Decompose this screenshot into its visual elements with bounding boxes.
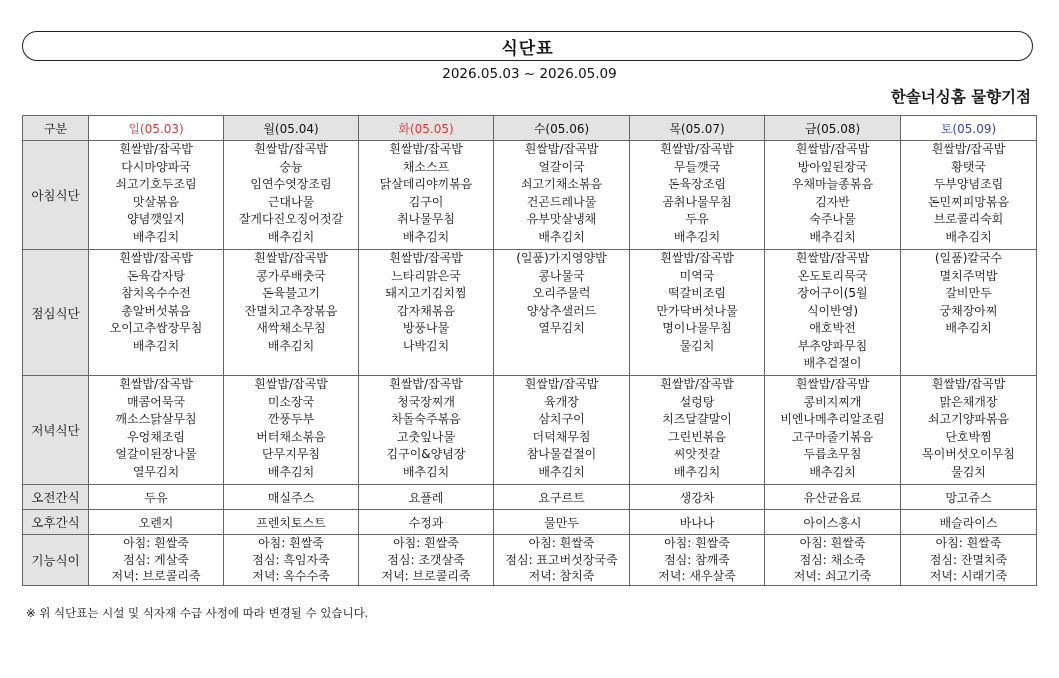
menu-item: 느타리맑은국 <box>391 268 461 283</box>
menu-cell <box>89 376 224 485</box>
day-header-thu: 목(05.07) <box>630 116 765 141</box>
menu-item: 양상추샐러드 <box>526 303 597 318</box>
menu-cell <box>494 141 630 250</box>
menu-item: 흰쌀밥/잡곡밥 <box>660 251 734 265</box>
menu-item: 감자채볶음 <box>397 303 455 318</box>
menu-item: 고춧잎나물 <box>397 429 455 444</box>
menu-item: 황탯국 <box>951 159 986 174</box>
menu-item: 갈비만두 <box>945 286 992 300</box>
row-label-breakfast: 아침식단 <box>23 141 89 250</box>
menu-item: 근대나물 <box>267 194 315 209</box>
menu-cell <box>901 141 1037 250</box>
menu-item: 콩나물국 <box>538 268 585 283</box>
menu-item: 쇠고기채소볶음 <box>520 177 603 191</box>
menu-item: 두릅초무침 <box>803 447 862 461</box>
menu-item: 삼치구이 <box>538 412 585 426</box>
date-range: 2026.05.03 ~ 2026.05.09 <box>442 66 617 82</box>
dinner-row <box>23 376 1037 485</box>
menu-item: 우채마늘종볶음 <box>791 177 874 191</box>
day-header-wed: 수(05.06) <box>494 116 630 141</box>
menu-item: 저녁: 브로콜리죽 <box>381 569 471 583</box>
menu-item: 취나물무침 <box>397 212 455 226</box>
menu-item: 맑은채개장 <box>939 394 998 409</box>
menu-item: 배추김치 <box>267 464 315 479</box>
menu-item: 깐풍두부 <box>267 412 315 426</box>
menu-cell <box>765 250 901 376</box>
functional-cell <box>224 535 359 586</box>
menu-item: 돈육감자탕 <box>127 268 185 283</box>
menu-item: 흰쌀밥/잡곡밥 <box>660 142 734 156</box>
menu-item: 채소스프 <box>402 159 450 174</box>
day-header-tue: 화(05.05) <box>359 116 494 141</box>
menu-item: 맛살볶음 <box>132 194 180 209</box>
menu-item: 버터채소볶음 <box>256 429 326 444</box>
menu-item: 물김치 <box>951 464 986 479</box>
menu-item: 두부양념조림 <box>933 177 1004 191</box>
menu-cell <box>630 250 765 376</box>
menu-item: 배추김치 <box>673 229 721 244</box>
menu-item: 열무김치 <box>132 464 180 479</box>
menu-item: 물김치 <box>679 338 715 353</box>
menu-item: 열무김치 <box>538 321 585 335</box>
menu-item: 아침: 흰쌀죽 <box>123 536 189 550</box>
menu-item: 흰쌀밥/잡곡밥 <box>795 377 870 391</box>
menu-item: 배추김치 <box>267 338 315 353</box>
footnote: ※ 위 식단표는 시설 및 식자재 수급 사정에 따라 변경될 수 있습니다. <box>26 606 369 620</box>
am-snack-row <box>23 485 1037 510</box>
menu-item: 배추김치 <box>402 229 450 244</box>
menu-cell <box>359 250 494 376</box>
breakfast-row <box>23 141 1037 250</box>
menu-item: 미소장국 <box>267 394 315 409</box>
snack-cell: 망고쥬스 <box>901 485 1037 510</box>
menu-item: 우엉채조림 <box>127 429 185 444</box>
menu-item: 배추김치 <box>402 464 450 479</box>
menu-item: 저녁: 시래기죽 <box>929 569 1008 583</box>
menu-item: 청국장찌개 <box>397 394 455 409</box>
functional-cell <box>765 535 901 586</box>
menu-item: 그린빈볶음 <box>668 429 726 444</box>
menu-item: 아침: 흰쌀죽 <box>664 536 730 550</box>
menu-item: 숙주나물 <box>809 212 856 226</box>
menu-item: 돈육장조림 <box>668 177 726 191</box>
menu-item: 점심: 흑임자죽 <box>252 552 330 567</box>
menu-item: 배추김치 <box>809 229 856 244</box>
menu-item: 배추김치 <box>945 321 992 335</box>
menu-cell <box>630 141 765 250</box>
menu-item: 흰쌀밥/잡곡밥 <box>795 251 870 265</box>
menu-item: 아침: 흰쌀죽 <box>935 536 1002 550</box>
menu-item: 온도토리묵국 <box>797 268 868 283</box>
functional-cell <box>494 535 630 586</box>
menu-item: 명이나물무침 <box>662 321 732 335</box>
menu-cell <box>765 141 901 250</box>
menu-item: 브로콜리숙회 <box>933 212 1004 226</box>
menu-item: 배추김치 <box>673 464 721 479</box>
menu-item: 배추겉절이 <box>803 356 862 370</box>
menu-item: 아침: 흰쌀죽 <box>258 536 324 550</box>
menu-cell <box>224 250 359 376</box>
menu-item: 육개장 <box>544 394 579 409</box>
menu-item: 설렁탕 <box>679 394 715 409</box>
menu-item: 식이반영) <box>806 303 859 318</box>
snack-cell: 물만두 <box>494 510 630 535</box>
menu-item: 흰쌀밥/잡곡밥 <box>931 377 1006 391</box>
menu-item: 저녁: 브로콜리죽 <box>111 569 201 583</box>
menu-cell <box>630 376 765 485</box>
menu-item: 배추김치 <box>132 338 180 353</box>
menu-item: 애호박전 <box>809 321 856 335</box>
title-banner <box>22 31 1033 61</box>
menu-item: 떡갈비조림 <box>668 286 726 300</box>
menu-item: 목이버섯오이무침 <box>922 447 1015 461</box>
menu-item: 김구이&양념장 <box>386 447 466 461</box>
menu-item: 흰쌀밥/잡곡밥 <box>254 377 328 391</box>
menu-item: 잔멸치고추장볶음 <box>244 303 338 318</box>
snack-cell: 오렌지 <box>89 510 224 535</box>
menu-item: 흰쌀밥/잡곡밥 <box>660 377 734 391</box>
menu-cell <box>901 376 1037 485</box>
menu-item: 김구이 <box>408 194 444 209</box>
menu-item: 고구마줄기볶음 <box>791 429 874 444</box>
menu-item: 씨앗젓갈 <box>673 447 721 461</box>
menu-item: 쇠고기양파볶음 <box>927 412 1010 426</box>
menu-item: 차돌숙주볶음 <box>391 412 461 426</box>
snack-cell: 프렌치토스트 <box>224 510 359 535</box>
menu-item: 방아잎된장국 <box>797 159 868 174</box>
snack-cell: 유산균음료 <box>765 485 901 510</box>
menu-cell <box>89 250 224 376</box>
facility-name: 한솔너싱홈 물향기점 <box>890 88 1031 106</box>
snack-cell: 두유 <box>89 485 224 510</box>
functional-cell <box>89 535 224 586</box>
menu-item: 깨소스닭살무침 <box>115 412 197 426</box>
menu-item: 더덕채무침 <box>532 429 591 444</box>
menu-item: 저녁: 참치죽 <box>528 569 595 583</box>
menu-item: 쇠고기호두조림 <box>115 177 197 191</box>
menu-item: 배추김치 <box>132 229 180 244</box>
menu-item: 콩비지찌개 <box>803 394 862 409</box>
menu-item: 다시마양파국 <box>121 159 191 174</box>
category-header: 구분 <box>23 116 89 141</box>
snack-cell: 바나나 <box>630 510 765 535</box>
snack-cell: 생강차 <box>630 485 765 510</box>
menu-item: 배추김치 <box>538 464 585 479</box>
pm-snack-row <box>23 510 1037 535</box>
menu-cell <box>89 141 224 250</box>
menu-item: 방풍나물 <box>402 321 450 335</box>
menu-item: 아침: 흰쌀죽 <box>393 536 459 550</box>
snack-cell: 수정과 <box>359 510 494 535</box>
menu-item: 참치옥수수전 <box>121 286 191 300</box>
menu-item: 양념깻잎지 <box>127 212 185 226</box>
menu-cell <box>494 376 630 485</box>
menu-item: 단무지무침 <box>262 447 320 461</box>
menu-item: 흰쌀밥/잡곡밥 <box>795 142 870 156</box>
menu-item: 흰쌀밥/잡곡밥 <box>389 142 463 156</box>
menu-item: 점심: 잔멸치죽 <box>929 552 1008 567</box>
snack-cell: 요구르트 <box>494 485 630 510</box>
row-label-pm-snack: 오후간식 <box>23 510 89 535</box>
meal-plan-table <box>22 115 1037 586</box>
menu-item: 궁채장아찌 <box>939 303 998 318</box>
menu-cell <box>901 250 1037 376</box>
menu-item: 흰쌀밥/잡곡밥 <box>931 142 1006 156</box>
menu-item: 멸치주먹밥 <box>939 268 998 283</box>
lunch-row <box>23 250 1037 376</box>
menu-item: 저녁: 쇠고기죽 <box>793 569 872 583</box>
menu-cell <box>494 250 630 376</box>
menu-item: 새싹채소무침 <box>256 321 326 335</box>
menu-item: 돈육불고기 <box>262 286 320 300</box>
menu-item: 건곤드레나물 <box>526 194 597 209</box>
menu-item: 얼갈이된장나물 <box>115 447 197 461</box>
functional-diet-row <box>23 535 1037 586</box>
menu-item: 배추김치 <box>945 229 992 244</box>
day-header-fri: 금(05.08) <box>765 116 901 141</box>
menu-item: 아침: 흰쌀죽 <box>799 536 866 550</box>
menu-item: 총알버섯볶음 <box>121 303 191 318</box>
row-label-dinner: 저녁식단 <box>23 376 89 485</box>
menu-item: 오이고추쌈장무침 <box>109 321 203 335</box>
snack-cell: 요플레 <box>359 485 494 510</box>
menu-item: 잘게다진오징어젓갈 <box>238 212 344 226</box>
menu-item: 닭살데리야끼볶음 <box>379 177 473 191</box>
menu-item: 무들깻국 <box>673 159 721 174</box>
menu-item: 아침: 흰쌀죽 <box>528 536 595 550</box>
menu-item: 저녁: 옥수수죽 <box>252 569 330 583</box>
menu-item: 돼지고기김치찜 <box>385 286 467 300</box>
day-header-mon: 월(05.04) <box>224 116 359 141</box>
menu-item: 흰쌀밥/잡곡밥 <box>119 251 193 265</box>
menu-item: 얼갈이국 <box>538 159 585 174</box>
snack-cell: 매실주스 <box>224 485 359 510</box>
functional-cell <box>359 535 494 586</box>
menu-item: 나박김치 <box>402 338 450 353</box>
menu-item: (일품)가지영양밥 <box>516 251 607 265</box>
snack-cell: 배슬라이스 <box>901 510 1037 535</box>
menu-item: 단호박찜 <box>945 429 992 444</box>
menu-item: 흰쌀밥/잡곡밥 <box>119 377 193 391</box>
header-row <box>23 116 1037 141</box>
menu-item: 부추양파무침 <box>797 338 868 353</box>
menu-item: 치즈달걀말이 <box>662 412 732 426</box>
menu-item: 흰쌀밥/잡곡밥 <box>389 377 463 391</box>
menu-item: 비엔나메추리알조림 <box>780 412 885 426</box>
menu-cell <box>224 141 359 250</box>
menu-item: 배추김치 <box>538 229 585 244</box>
menu-item: 콩가루배춧국 <box>256 268 326 283</box>
menu-cell <box>765 376 901 485</box>
menu-item: 흰쌀밥/잡곡밥 <box>254 251 328 265</box>
menu-item: 흰쌀밥/잡곡밥 <box>119 142 193 156</box>
menu-item: 장어구이(5월 <box>797 286 868 300</box>
functional-cell <box>901 535 1037 586</box>
page-title: 식단표 <box>501 38 554 59</box>
row-label-lunch: 점심식단 <box>23 250 89 376</box>
menu-item: 곰취나물무침 <box>662 194 732 209</box>
menu-item: 점심: 채소죽 <box>799 552 866 567</box>
menu-cell <box>359 141 494 250</box>
row-label-functional: 기능식이 <box>23 535 89 586</box>
menu-item: 흰쌀밥/잡곡밥 <box>389 251 463 265</box>
menu-item: 숭늉 <box>279 159 303 174</box>
menu-item: 김자반 <box>815 194 850 209</box>
menu-cell <box>224 376 359 485</box>
menu-item: 임연수엿장조림 <box>250 177 332 191</box>
row-label-am-snack: 오전간식 <box>23 485 89 510</box>
menu-item: (일품)칼국수 <box>934 251 1003 265</box>
menu-item: 점심: 표고버섯장국죽 <box>505 552 618 567</box>
menu-item: 만가닥버섯나물 <box>656 303 738 318</box>
menu-item: 두유 <box>685 212 709 226</box>
menu-cell <box>359 376 494 485</box>
snack-cell: 아이스홍시 <box>765 510 901 535</box>
day-header-sat: 토(05.09) <box>901 116 1037 141</box>
menu-item: 배추김치 <box>809 464 856 479</box>
day-header-sun: 일(05.03) <box>89 116 224 141</box>
menu-item: 점심: 조갯살죽 <box>387 552 465 567</box>
menu-item: 유부맛살냉채 <box>526 212 597 226</box>
menu-item: 저녁: 새우살죽 <box>658 569 736 583</box>
menu-item: 오리주물럭 <box>532 286 591 300</box>
menu-item: 흰쌀밥/잡곡밥 <box>524 142 599 156</box>
menu-item: 점심: 게살죽 <box>123 552 189 567</box>
menu-item: 배추김치 <box>267 229 315 244</box>
functional-cell <box>630 535 765 586</box>
menu-item: 흰쌀밥/잡곡밥 <box>254 142 328 156</box>
menu-item: 참나물겉절이 <box>526 447 597 461</box>
menu-item: 점심: 참깨죽 <box>664 552 730 567</box>
menu-item: 돈민찌피망볶음 <box>927 194 1010 209</box>
menu-item: 미역국 <box>679 268 715 283</box>
menu-item: 매콤어묵국 <box>127 394 185 409</box>
menu-item: 흰쌀밥/잡곡밥 <box>524 377 599 391</box>
